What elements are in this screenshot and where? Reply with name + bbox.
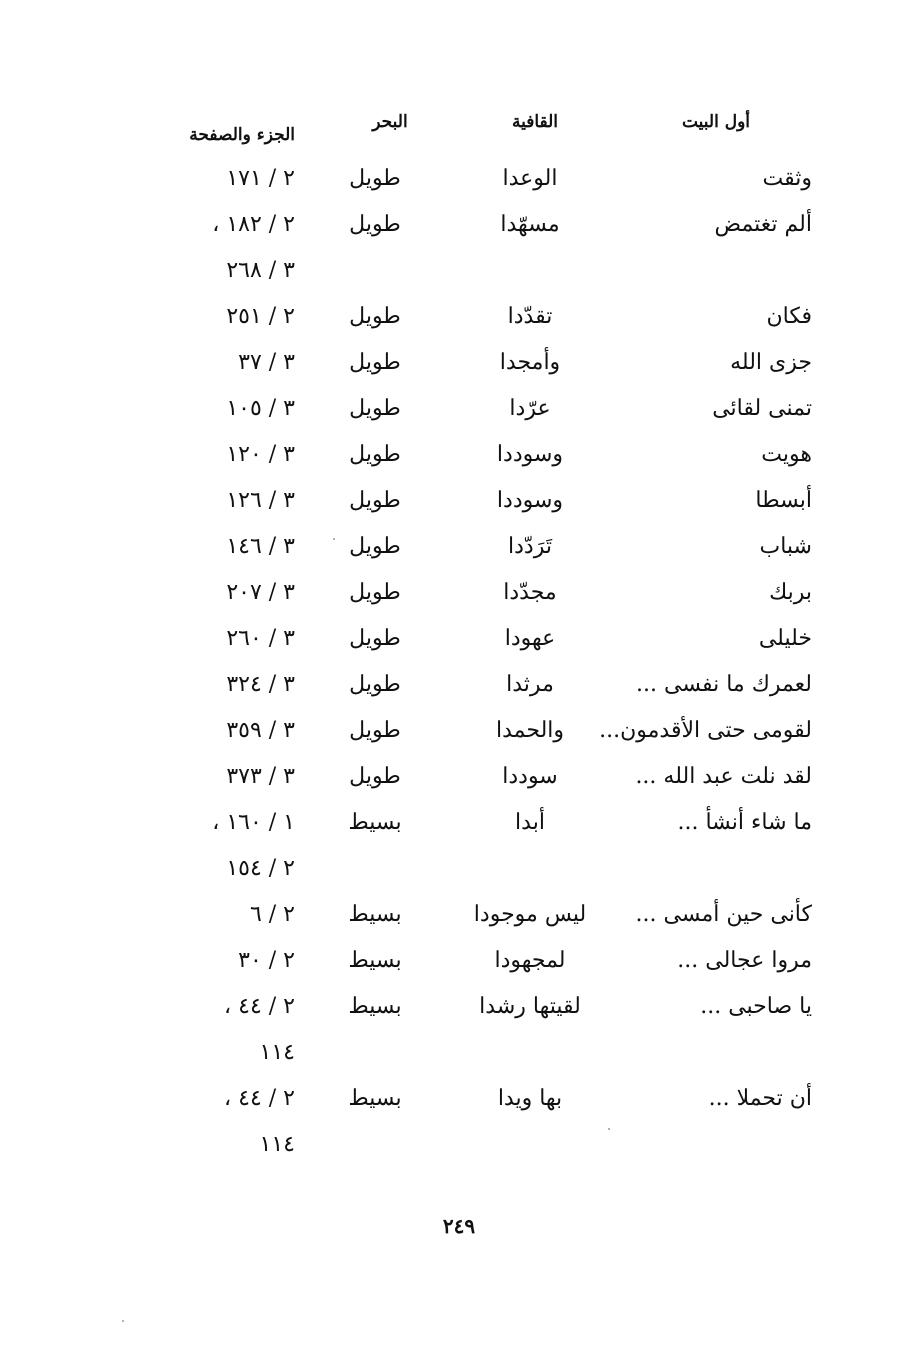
meter-cell: طويل: [349, 350, 401, 375]
header-volume-page: الجزء والصفحة: [189, 125, 295, 145]
print-speck: [608, 1128, 610, 1130]
first-verse-cell: يا صاحبى ...: [700, 994, 812, 1019]
first-verse-cell: كأنى حين أمسى ...: [635, 902, 812, 927]
first-verse-cell: مروا عجالى ...: [677, 948, 812, 973]
rhyme-cell: تقدّدا: [507, 304, 553, 329]
volume-page-cell: ٣ / ٢٠٧: [226, 580, 295, 605]
table-body: [140, 156, 820, 1168]
rhyme-cell: لمجهودا: [494, 948, 566, 973]
table-header: [140, 112, 820, 156]
meter-cell: بسيط: [348, 1086, 402, 1111]
volume-page-cell: ٢ / ١٧١: [226, 166, 295, 191]
meter-cell: طويل: [349, 442, 401, 467]
table-row: [140, 340, 820, 386]
rhyme-cell: سوددا: [502, 764, 558, 789]
header-first-verse: أول البيت: [681, 112, 750, 132]
table-row: [140, 478, 820, 524]
table-row: [140, 202, 820, 294]
first-verse-cell: وثقت: [762, 166, 812, 191]
volume-page-cell: ٣ / ١٤٦: [226, 534, 295, 559]
rhyme-cell: الوعدا: [502, 166, 558, 191]
meter-cell: طويل: [349, 396, 401, 421]
print-speck: [122, 1320, 124, 1322]
table-row: [140, 662, 820, 708]
first-verse-cell: لقد نلت عبد الله ...: [635, 764, 812, 789]
meter-cell: بسيط: [348, 810, 402, 835]
meter-cell: طويل: [349, 580, 401, 605]
meter-cell: طويل: [349, 166, 401, 191]
volume-page-cell: ١ / ١٦٠ ، ٢ / ١٥٤: [212, 810, 295, 881]
meter-cell: طويل: [349, 488, 401, 513]
volume-page-cell: ٣ / ١٢٠: [226, 442, 295, 467]
rhyme-cell: عرّدا: [509, 396, 551, 421]
first-verse-cell: تمنى لقائى: [712, 396, 812, 421]
volume-page-cell: ٣ / ٢٦٠: [226, 626, 295, 651]
volume-page-cell: ٣ / ١٠٥: [226, 396, 295, 421]
rhyme-cell: والحمدا: [495, 718, 565, 743]
table-row: [140, 616, 820, 662]
first-verse-cell: بربك: [769, 580, 812, 605]
volume-page-cell: ٣ / ٣٢٤: [226, 672, 295, 697]
rhyme-cell: مسهّدا: [500, 212, 560, 237]
header-rhyme: القافية: [511, 112, 559, 132]
table-row: [140, 570, 820, 616]
volume-page-cell: ٢ / ٣٠: [238, 948, 295, 973]
volume-page-cell: ٢ / ١٨٢ ، ٣ / ٢٦٨: [212, 212, 295, 283]
table-row: [140, 800, 820, 892]
rhyme-cell: ليس موجودا: [473, 902, 587, 927]
table-row: [140, 892, 820, 938]
volume-page-cell: ٢ / ٢٥١: [226, 304, 295, 329]
table-row: [140, 386, 820, 432]
first-verse-cell: أبسطا: [755, 488, 812, 513]
first-verse-cell: أن تحملا ...: [708, 1086, 812, 1111]
table-row: [140, 708, 820, 754]
table-row: [140, 524, 820, 570]
meter-cell: طويل: [349, 764, 401, 789]
table-row: [140, 1076, 820, 1168]
volume-page-cell: ٣ / ٣٧٣: [226, 764, 295, 789]
rhyme-cell: بها ويدا: [497, 1086, 563, 1111]
meter-cell: طويل: [349, 534, 401, 559]
table-row: [140, 156, 820, 202]
rhyme-cell: وسوددا: [496, 442, 564, 467]
volume-page-cell: ٣ / ١٢٦: [226, 488, 295, 513]
meter-cell: طويل: [349, 212, 401, 237]
table-row: [140, 432, 820, 478]
first-verse-cell: ألم تغتمض: [714, 212, 812, 237]
first-verse-cell: خليلى: [758, 626, 812, 651]
volume-page-cell: ٢ / ٤٤ ، ١١٤: [224, 1086, 295, 1157]
rhyme-cell: وسوددا: [496, 488, 564, 513]
first-verse-cell: ما شاء أنشأ ...: [677, 810, 812, 835]
volume-page-cell: ٣ / ٣٧: [238, 350, 295, 375]
rhyme-cell: وأمجدا: [499, 350, 561, 375]
verse-index-table: [140, 112, 820, 1168]
first-verse-cell: لعمرك ما نفسى ...: [636, 672, 812, 697]
meter-cell: طويل: [349, 626, 401, 651]
rhyme-cell: مجدّدا: [503, 580, 557, 605]
header-meter: البحر: [372, 112, 408, 132]
meter-cell: بسيط: [348, 902, 402, 927]
first-verse-cell: شباب: [759, 534, 812, 559]
rhyme-cell: عهودا: [504, 626, 556, 651]
rhyme-cell: تَرَدّدا: [508, 534, 552, 559]
first-verse-cell: لقومى حتى الأقدمون...: [599, 718, 812, 743]
first-verse-cell: فكان: [766, 304, 812, 329]
page-number: ٢٤٩: [442, 1214, 476, 1238]
volume-page-cell: ٢ / ٦: [249, 902, 295, 927]
volume-page-cell: ٢ / ٤٤ ، ١١٤: [224, 994, 295, 1065]
table-row: [140, 754, 820, 800]
meter-cell: طويل: [349, 672, 401, 697]
rhyme-cell: أبدا: [515, 810, 545, 835]
meter-cell: بسيط: [348, 994, 402, 1019]
table-row: [140, 938, 820, 984]
meter-cell: طويل: [349, 718, 401, 743]
table-row: [140, 984, 820, 1076]
rhyme-cell: مرثدا: [506, 672, 554, 697]
rhyme-cell: لقيتها رشدا: [479, 994, 581, 1019]
meter-cell: بسيط: [348, 948, 402, 973]
meter-cell: طويل: [349, 304, 401, 329]
table-row: [140, 294, 820, 340]
volume-page-cell: ٣ / ٣٥٩: [226, 718, 295, 743]
print-speck: [333, 538, 335, 540]
first-verse-cell: هويت: [761, 442, 812, 467]
first-verse-cell: جزى الله: [730, 350, 812, 375]
